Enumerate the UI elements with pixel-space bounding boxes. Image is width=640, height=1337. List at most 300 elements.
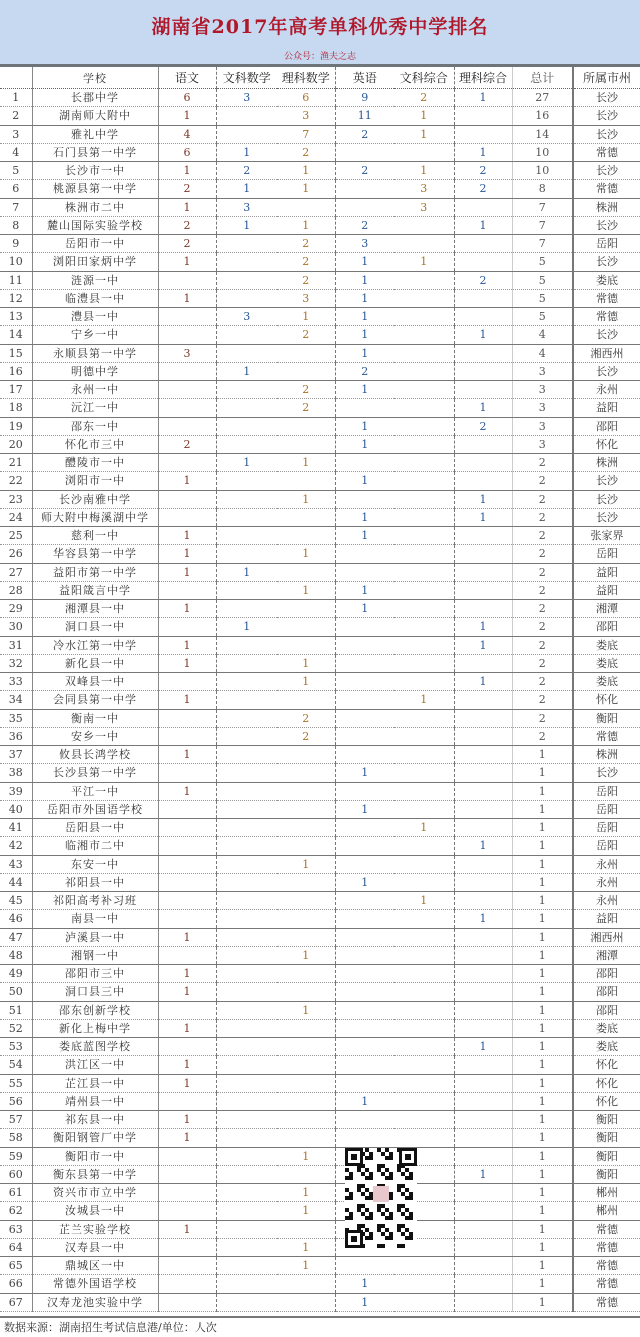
cell-rank: 6 <box>0 180 32 198</box>
cell-english: 1 <box>335 417 394 435</box>
cell-city: 邵阳 <box>573 983 640 1001</box>
cell-english: 2 <box>335 162 394 180</box>
cell-liberal-arts-math <box>216 1165 277 1183</box>
cell-liberal-arts-comp <box>394 618 454 636</box>
cell-rank: 58 <box>0 1129 32 1147</box>
cell-total: 1 <box>512 819 573 837</box>
table-row <box>0 472 640 490</box>
cell-school: 怀化市三中 <box>32 435 158 453</box>
cell-total: 27 <box>512 89 573 107</box>
cell-chinese: 1 <box>158 928 216 946</box>
cell-liberal-arts-comp: 1 <box>394 125 454 143</box>
cell-total: 4 <box>512 344 573 362</box>
cell-liberal-arts-comp <box>394 1129 454 1147</box>
cell-liberal-arts-math <box>216 691 277 709</box>
cell-total: 5 <box>512 271 573 289</box>
cell-school: 澧县一中 <box>32 308 158 326</box>
cell-science-math <box>277 1129 335 1147</box>
cell-rank: 12 <box>0 289 32 307</box>
cell-total: 2 <box>512 618 573 636</box>
cell-total: 1 <box>512 928 573 946</box>
cell-school: 芷兰实验学校 <box>32 1220 158 1238</box>
cell-science-math: 2 <box>277 709 335 727</box>
cell-science-comp: 1 <box>454 673 512 691</box>
cell-total: 1 <box>512 1293 573 1311</box>
cell-rank: 59 <box>0 1147 32 1165</box>
cell-city: 邵阳 <box>573 618 640 636</box>
cell-rank: 8 <box>0 216 32 234</box>
cell-liberal-arts-math <box>216 1220 277 1238</box>
cell-english <box>335 946 394 964</box>
cell-chinese: 1 <box>158 1074 216 1092</box>
table-row <box>0 399 640 417</box>
cell-rank: 9 <box>0 235 32 253</box>
cell-school: 慈利一中 <box>32 527 158 545</box>
cell-rank: 19 <box>0 417 32 435</box>
cell-science-comp <box>454 746 512 764</box>
cell-english <box>335 837 394 855</box>
cell-science-comp: 1 <box>454 618 512 636</box>
cell-rank: 32 <box>0 654 32 672</box>
cell-city: 娄底 <box>573 1019 640 1037</box>
cell-chinese <box>158 1293 216 1311</box>
cell-chinese <box>158 417 216 435</box>
cell-rank: 10 <box>0 253 32 271</box>
cell-liberal-arts-comp <box>394 1275 454 1293</box>
cell-liberal-arts-comp: 3 <box>394 180 454 198</box>
cell-school: 益阳箴言中学 <box>32 581 158 599</box>
cell-total: 1 <box>512 946 573 964</box>
cell-liberal-arts-math <box>216 1147 277 1165</box>
cell-school: 邵东一中 <box>32 417 158 435</box>
cell-city: 怀化 <box>573 1074 640 1092</box>
cell-school: 岳阳市一中 <box>32 235 158 253</box>
cell-chinese <box>158 855 216 873</box>
cell-liberal-arts-math: 1 <box>216 216 277 234</box>
cell-liberal-arts-comp <box>394 600 454 618</box>
cell-city: 娄底 <box>573 673 640 691</box>
cell-english: 2 <box>335 362 394 380</box>
cell-science-math <box>277 928 335 946</box>
cell-rank: 38 <box>0 764 32 782</box>
cell-rank: 20 <box>0 435 32 453</box>
cell-school: 长沙县第一中学 <box>32 764 158 782</box>
cell-chinese <box>158 271 216 289</box>
cell-school: 浏阳田家炳中学 <box>32 253 158 271</box>
cell-chinese: 1 <box>158 545 216 563</box>
cell-chinese <box>158 362 216 380</box>
cell-total: 1 <box>512 855 573 873</box>
table-row <box>0 636 640 654</box>
cell-liberal-arts-comp <box>394 581 454 599</box>
table-row <box>0 1238 640 1256</box>
cell-school: 浏阳市一中 <box>32 472 158 490</box>
cell-rank: 65 <box>0 1257 32 1275</box>
cell-rank: 42 <box>0 837 32 855</box>
cell-liberal-arts-comp: 2 <box>394 89 454 107</box>
cell-total: 1 <box>512 746 573 764</box>
cell-city: 常德 <box>573 1293 640 1311</box>
cell-science-comp: 1 <box>454 508 512 526</box>
cell-liberal-arts-math <box>216 1074 277 1092</box>
cell-science-comp <box>454 1129 512 1147</box>
cell-english: 2 <box>335 216 394 234</box>
cell-science-math: 3 <box>277 107 335 125</box>
cell-liberal-arts-math: 1 <box>216 362 277 380</box>
cell-school: 常德外国语学校 <box>32 1275 158 1293</box>
cell-english: 1 <box>335 1275 394 1293</box>
cell-city: 衡阳 <box>573 1147 640 1165</box>
cell-school: 长沙市一中 <box>32 162 158 180</box>
cell-science-math <box>277 1293 335 1311</box>
table-row <box>0 1202 640 1220</box>
cell-science-math: 1 <box>277 216 335 234</box>
cell-liberal-arts-comp: 1 <box>394 253 454 271</box>
cell-school: 临澧县一中 <box>32 289 158 307</box>
table-row <box>0 946 640 964</box>
table-row <box>0 1184 640 1202</box>
table-row <box>0 253 640 271</box>
cell-total: 1 <box>512 1147 573 1165</box>
cell-school: 洞口县三中 <box>32 983 158 1001</box>
cell-liberal-arts-math <box>216 1184 277 1202</box>
table-row <box>0 965 640 983</box>
cell-rank: 43 <box>0 855 32 873</box>
cell-school: 芷江县一中 <box>32 1074 158 1092</box>
table-row <box>0 581 640 599</box>
cell-liberal-arts-comp <box>394 837 454 855</box>
cell-chinese <box>158 1184 216 1202</box>
table-row <box>0 691 640 709</box>
cell-liberal-arts-comp <box>394 399 454 417</box>
cell-english: 1 <box>335 271 394 289</box>
cell-english <box>335 1257 394 1275</box>
cell-city: 益阳 <box>573 563 640 581</box>
cell-total: 2 <box>512 508 573 526</box>
cell-liberal-arts-comp <box>394 709 454 727</box>
cell-city: 岳阳 <box>573 837 640 855</box>
cell-school: 衡东县第一中学 <box>32 1165 158 1183</box>
header-chinese: 语文 <box>158 67 216 89</box>
cell-chinese <box>158 727 216 745</box>
table-row <box>0 216 640 234</box>
cell-school: 长郡中学 <box>32 89 158 107</box>
cell-total: 10 <box>512 162 573 180</box>
cell-city: 衡阳 <box>573 1165 640 1183</box>
cell-city: 怀化 <box>573 1056 640 1074</box>
cell-total: 5 <box>512 308 573 326</box>
cell-chinese <box>158 837 216 855</box>
cell-science-comp <box>454 344 512 362</box>
cell-total: 1 <box>512 1165 573 1183</box>
cell-total: 2 <box>512 527 573 545</box>
cell-chinese: 1 <box>158 782 216 800</box>
cell-science-math <box>277 508 335 526</box>
cell-science-math <box>277 1019 335 1037</box>
cell-city: 长沙 <box>573 362 640 380</box>
cell-science-comp: 1 <box>454 1038 512 1056</box>
cell-total: 14 <box>512 125 573 143</box>
cell-science-comp <box>454 1257 512 1275</box>
table-row <box>0 289 640 307</box>
cell-school: 临湘市二中 <box>32 837 158 855</box>
cell-city: 常德 <box>573 1275 640 1293</box>
table-row <box>0 1038 640 1056</box>
cell-city: 邵阳 <box>573 1001 640 1019</box>
cell-chinese: 2 <box>158 235 216 253</box>
cell-liberal-arts-math <box>216 125 277 143</box>
cell-science-math: 1 <box>277 673 335 691</box>
cell-city: 益阳 <box>573 581 640 599</box>
cell-school: 汝城县一中 <box>32 1202 158 1220</box>
cell-liberal-arts-comp <box>394 782 454 800</box>
cell-english <box>335 1056 394 1074</box>
cell-science-math <box>277 837 335 855</box>
table-row <box>0 435 640 453</box>
cell-liberal-arts-math <box>216 1257 277 1275</box>
cell-city: 长沙 <box>573 162 640 180</box>
cell-school: 醴陵市一中 <box>32 454 158 472</box>
cell-liberal-arts-math: 3 <box>216 308 277 326</box>
cell-city: 长沙 <box>573 89 640 107</box>
cell-city: 娄底 <box>573 1038 640 1056</box>
cell-chinese <box>158 1165 216 1183</box>
cell-chinese: 1 <box>158 289 216 307</box>
cell-science-comp <box>454 819 512 837</box>
cell-school: 洞口县一中 <box>32 618 158 636</box>
table-row <box>0 1220 640 1238</box>
cell-science-comp <box>454 855 512 873</box>
header-english: 英语 <box>335 67 394 89</box>
cell-chinese: 1 <box>158 1056 216 1074</box>
cell-science-comp <box>454 727 512 745</box>
cell-liberal-arts-math <box>216 965 277 983</box>
cell-liberal-arts-math <box>216 983 277 1001</box>
cell-liberal-arts-math: 3 <box>216 198 277 216</box>
table-row <box>0 180 640 198</box>
cell-chinese: 1 <box>158 162 216 180</box>
cell-liberal-arts-comp <box>394 636 454 654</box>
cell-science-math <box>277 618 335 636</box>
cell-rank: 34 <box>0 691 32 709</box>
cell-english: 1 <box>335 1293 394 1311</box>
cell-science-comp <box>454 253 512 271</box>
cell-chinese <box>158 946 216 964</box>
cell-chinese: 1 <box>158 1220 216 1238</box>
cell-science-math <box>277 691 335 709</box>
table-row <box>0 326 640 344</box>
cell-liberal-arts-comp <box>394 800 454 818</box>
cell-total: 1 <box>512 873 573 891</box>
cell-school: 靖州县一中 <box>32 1092 158 1110</box>
cell-english <box>335 983 394 1001</box>
cell-liberal-arts-math <box>216 253 277 271</box>
cell-science-comp <box>454 1238 512 1256</box>
cell-liberal-arts-math <box>216 581 277 599</box>
cell-total: 2 <box>512 636 573 654</box>
cell-science-comp <box>454 983 512 1001</box>
cell-total: 3 <box>512 362 573 380</box>
cell-science-math: 1 <box>277 1238 335 1256</box>
cell-liberal-arts-math: 1 <box>216 143 277 161</box>
cell-science-comp <box>454 1074 512 1092</box>
cell-liberal-arts-math: 2 <box>216 162 277 180</box>
cell-total: 5 <box>512 289 573 307</box>
cell-english <box>335 1019 394 1037</box>
cell-total: 1 <box>512 1202 573 1220</box>
cell-rank: 55 <box>0 1074 32 1092</box>
cell-science-comp: 1 <box>454 89 512 107</box>
cell-city: 永州 <box>573 873 640 891</box>
cell-total: 1 <box>512 1220 573 1238</box>
cell-english <box>335 965 394 983</box>
table-row <box>0 764 640 782</box>
cell-chinese: 1 <box>158 600 216 618</box>
cell-school: 鼎城区一中 <box>32 1257 158 1275</box>
cell-liberal-arts-math <box>216 1202 277 1220</box>
cell-total: 1 <box>512 1019 573 1037</box>
cell-liberal-arts-comp <box>394 235 454 253</box>
cell-city: 永州 <box>573 855 640 873</box>
cell-chinese <box>158 764 216 782</box>
cell-rank: 27 <box>0 563 32 581</box>
cell-total: 1 <box>512 837 573 855</box>
cell-liberal-arts-math <box>216 490 277 508</box>
cell-liberal-arts-comp <box>394 1001 454 1019</box>
cell-chinese <box>158 819 216 837</box>
cell-liberal-arts-math <box>216 837 277 855</box>
header-science-math: 理科数学 <box>277 67 335 89</box>
cell-liberal-arts-comp <box>394 1019 454 1037</box>
cell-liberal-arts-comp <box>394 1074 454 1092</box>
cell-city: 常德 <box>573 727 640 745</box>
cell-science-math: 1 <box>277 654 335 672</box>
cell-liberal-arts-comp <box>394 216 454 234</box>
cell-liberal-arts-comp <box>394 143 454 161</box>
cell-liberal-arts-comp <box>394 527 454 545</box>
cell-liberal-arts-math <box>216 1038 277 1056</box>
cell-science-math <box>277 362 335 380</box>
cell-rank: 1 <box>0 89 32 107</box>
cell-rank: 28 <box>0 581 32 599</box>
cell-city: 岳阳 <box>573 545 640 563</box>
cell-rank: 63 <box>0 1220 32 1238</box>
ranking-table <box>0 67 640 1312</box>
cell-rank: 39 <box>0 782 32 800</box>
cell-chinese <box>158 508 216 526</box>
cell-liberal-arts-comp <box>394 508 454 526</box>
cell-total: 2 <box>512 600 573 618</box>
cell-liberal-arts-comp <box>394 946 454 964</box>
cell-science-math <box>277 1056 335 1074</box>
cell-english <box>335 1129 394 1147</box>
table-row <box>0 508 640 526</box>
page-subtitle: 公众号：渔夫之志 <box>283 52 356 62</box>
cell-school: 泸溪县一中 <box>32 928 158 946</box>
cell-liberal-arts-math <box>216 1238 277 1256</box>
cell-school: 永州一中 <box>32 381 158 399</box>
cell-total: 1 <box>512 1074 573 1092</box>
cell-science-comp: 1 <box>454 143 512 161</box>
cell-total: 1 <box>512 910 573 928</box>
cell-liberal-arts-comp: 1 <box>394 892 454 910</box>
cell-liberal-arts-comp <box>394 746 454 764</box>
cell-liberal-arts-math <box>216 527 277 545</box>
cell-liberal-arts-math <box>216 1092 277 1110</box>
cell-rank: 41 <box>0 819 32 837</box>
cell-chinese: 1 <box>158 654 216 672</box>
cell-liberal-arts-comp <box>394 271 454 289</box>
data-source-footer: 数据来源：湖南招生考试信息港/单位：人次 <box>0 1316 640 1336</box>
cell-english: 1 <box>335 472 394 490</box>
cell-total: 3 <box>512 417 573 435</box>
cell-rank: 11 <box>0 271 32 289</box>
cell-school: 衡南一中 <box>32 709 158 727</box>
cell-english <box>335 782 394 800</box>
cell-city: 常德 <box>573 308 640 326</box>
cell-science-math: 2 <box>277 253 335 271</box>
cell-english <box>335 673 394 691</box>
cell-liberal-arts-math <box>216 727 277 745</box>
cell-science-math <box>277 1275 335 1293</box>
cell-english: 2 <box>335 125 394 143</box>
cell-rank: 56 <box>0 1092 32 1110</box>
page-title: 湖南省2017年高考单科优秀中学排名 <box>151 16 489 38</box>
cell-english <box>335 198 394 216</box>
cell-rank: 2 <box>0 107 32 125</box>
cell-liberal-arts-math <box>216 928 277 946</box>
cell-rank: 36 <box>0 727 32 745</box>
cell-liberal-arts-comp: 1 <box>394 162 454 180</box>
cell-science-math <box>277 983 335 1001</box>
cell-city: 岳阳 <box>573 800 640 818</box>
cell-science-comp <box>454 764 512 782</box>
cell-science-comp <box>454 709 512 727</box>
cell-liberal-arts-math <box>216 819 277 837</box>
cell-science-comp <box>454 800 512 818</box>
cell-english <box>335 618 394 636</box>
cell-chinese <box>158 399 216 417</box>
cell-english: 1 <box>335 308 394 326</box>
cell-school: 衡阳市一中 <box>32 1147 158 1165</box>
cell-liberal-arts-comp <box>394 855 454 873</box>
cell-chinese <box>158 1092 216 1110</box>
cell-rank: 40 <box>0 800 32 818</box>
cell-english <box>335 563 394 581</box>
cell-city: 长沙 <box>573 326 640 344</box>
cell-science-math <box>277 1111 335 1129</box>
cell-total: 2 <box>512 654 573 672</box>
cell-english: 1 <box>335 764 394 782</box>
cell-liberal-arts-comp <box>394 454 454 472</box>
cell-english: 11 <box>335 107 394 125</box>
cell-school: 师大附中梅溪湖中学 <box>32 508 158 526</box>
cell-school: 益阳市第一中学 <box>32 563 158 581</box>
cell-english <box>335 819 394 837</box>
cell-rank: 45 <box>0 892 32 910</box>
table-row <box>0 527 640 545</box>
cell-total: 10 <box>512 143 573 161</box>
cell-science-comp: 1 <box>454 216 512 234</box>
table-row <box>0 1129 640 1147</box>
table-row <box>0 1257 640 1275</box>
cell-english <box>335 1038 394 1056</box>
cell-liberal-arts-comp <box>394 289 454 307</box>
cell-chinese <box>158 873 216 891</box>
cell-chinese <box>158 308 216 326</box>
cell-science-comp <box>454 1092 512 1110</box>
cell-school: 邵阳市三中 <box>32 965 158 983</box>
